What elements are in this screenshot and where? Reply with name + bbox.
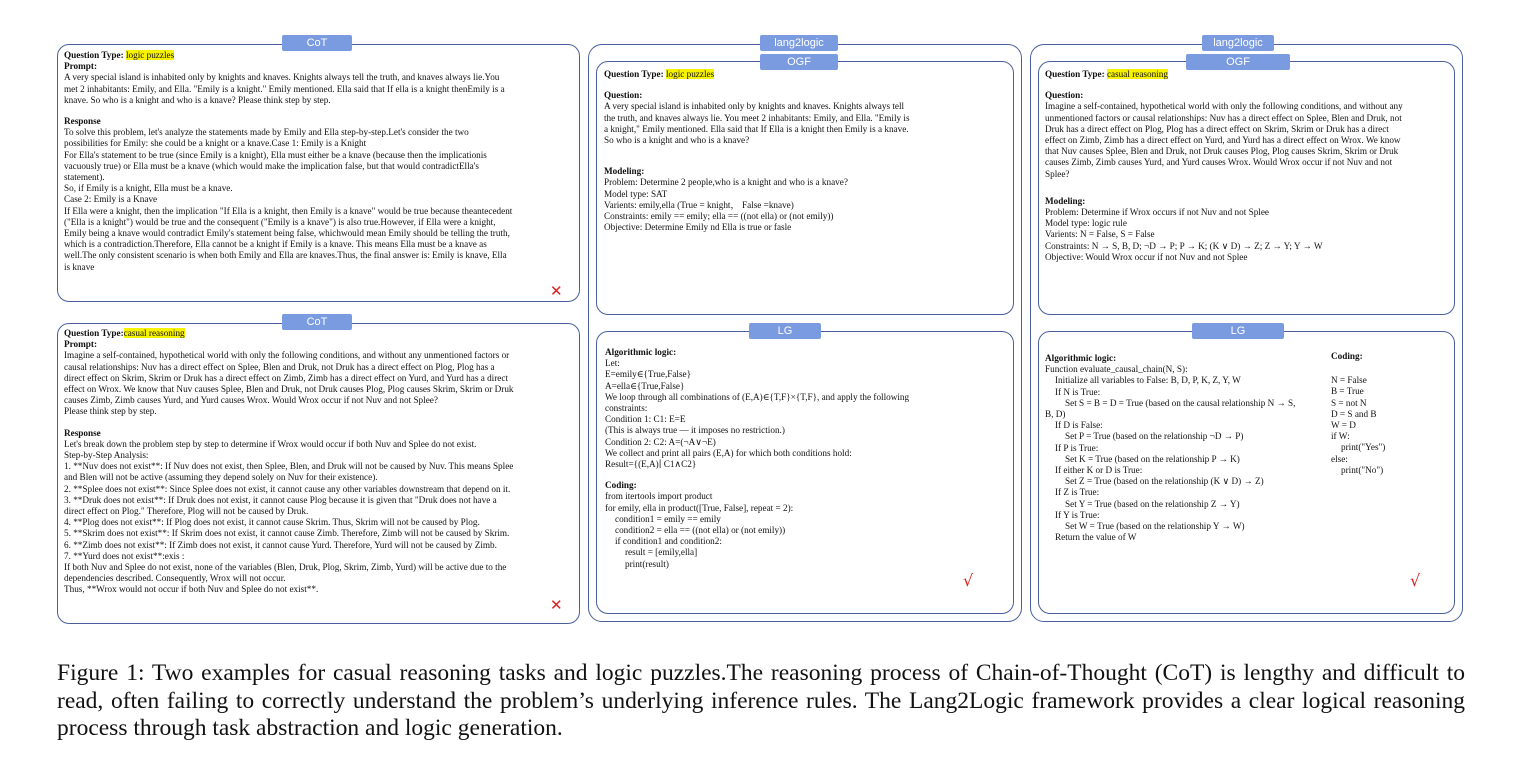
ogf2-question-line: Druk has a direct effect on Plog, Plog has a direct effect on Skrim, Skrim or Druk has a direct [1045,123,1389,134]
cot1-response-line: vacuously true) or Ella must be a knave (which would make the implication false, but that would contradictElla's [64,160,479,171]
ogf1-modeling-line: Constraints: emily == emily; ella == ((not ella) or (not emily)) [604,211,834,222]
lg1-logic-line: A=ella∈{True,False} [605,380,685,391]
lg1-code-line: print(result) [625,558,669,569]
lg1-code-line: if condition1 and condition2: [615,536,722,547]
lg2-coding-content [1331,351,1449,476]
ogf2-question-label: Question: [1045,90,1084,101]
ogf1-question-label: Question: [604,90,643,101]
cot2-response-line: and Blen will not be active (assuming they depend solely on Nuv for their existence). [64,472,378,483]
cot1-response-label: Response [64,116,101,127]
ogf2-question-line: causes Zimb, Zimb causes Yurd, and Yurd causes Wrox. Would Wrox occur if not Nuv and not [1045,157,1393,168]
cot2-prompt-line: causes Zimb, Zimb causes Yurd, and Yurd causes Wrox. Would Wrox occur if not Nuv and not Splee? [64,395,438,406]
lg2-code-line: else: [1331,453,1348,464]
lg2-logic-line: Function evaluate_causal_chain(N, S): [1045,364,1188,375]
cot1-response-line: which is a contradiction.Therefore, Ella cannot be a knight if Emily is a knave. This means Ella must be a knave as [64,239,487,250]
ogf2-question-line: unmentioned factors or causal relationships: Nuv has a direct effect on Splee, Blen and Druk, not [1045,112,1402,123]
lg1-logic-line: Condition 2: C2: A=(¬A∨¬E) [605,436,716,447]
lg2-code-line: B = True [1331,386,1364,397]
cot2-prompt-line: causal relationships: Nuv has a direct effect on Splee, Blen and Druk, not Druk has a direct effect on Plog, Plog has a [64,361,495,372]
ogf1-question-line: So who is a knight and who is a knave? [604,135,750,146]
lg1-logic-line: E=emily∈{True,False} [605,369,692,380]
lg1-code-line: condition2 = ella == ((not ella) or (not emily)) [615,525,786,536]
lg2-logic-line: If N is True: [1055,386,1101,397]
ogf2-question-line: Splee? [1045,168,1070,179]
lg2-logic-line: Initialize all variables to False: B, D, P, K, Z, Y, W [1055,375,1241,386]
lg-tag-2: LG [1192,323,1284,339]
cot1-response-line: ("Ella is a knight") would be true and the consequent ("Emily is a knave") is also true.However, if Ella were a knight, [64,216,496,227]
lg1-content [605,347,1009,570]
lg2-code-line: W = D [1331,420,1356,431]
lg2-logic-line: Set W = True (based on the relationship Y → W) [1065,521,1245,532]
cot2-prompt-line: direct effect on Skrim, Skrim or Druk has a direct effect on Zimb, Zimb has a direct effect on Yurd, and Yurd has a direct [64,372,509,383]
lg2-logic-line: If either K or D is True: [1055,465,1143,476]
lg1-correct-icon: √ [963,571,974,590]
lg1-logic-line: constraints: [605,403,648,414]
lg2-code-line: if W: [1331,431,1350,442]
cot1-response-line: well.The only consistent scenario is when both Emily and Ella are knaves.Thus, the final answer is: Emily is knave, Ella [64,250,507,261]
cot1-prompt-line: A very special island is inhabited only by knights and knaves. Knights always tell the truth, and knaves always lie.You [64,72,500,83]
ogf2-question-line: effect on Zimb, Zimb has a direct effect on Yurd, and Yurd has a direct effect on Wrox. We know [1045,135,1401,146]
ogf1-question-line: a knight," Emily mentioned. Ella said that If Ella is a knight then Emily is a knave. [604,123,909,134]
cot2-response-label: Response [64,427,101,438]
lg2-logic-line: Set Z = True (based on the relationship (K ∨ D) → Z) [1065,476,1264,487]
lg2-code-line: D = S and B [1331,408,1377,419]
ogf2-modeling-line: Model type: logic rule [1045,218,1127,229]
cot1-response-line: statement). [64,172,105,183]
lg1-logic-line: Result={(E,A)∣ C1∧C2} [605,459,697,470]
cot1-wrong-icon: ✕ [550,282,563,300]
cot2-response [64,439,576,596]
cot1-response-line: If Ella were a knight, then the implication "If Ella is a knight, then Emily is a knave" would be true because theantecedent [64,205,513,216]
lg2-logic-line: B, D) [1045,409,1066,420]
lg2-logic-content [1045,353,1335,543]
lg2-logic-line: Set P = True (based on the relationship ¬D → P) [1065,431,1244,442]
cot2-response-line: 1. **Nuv does not exist**: If Nuv does not exist, then Splee, Blen, and Druk will not be caused by Nuv. This means Splee [64,461,514,472]
ogf2-qtype-label: Question Type: [1045,69,1105,79]
cot1-prompt-line: knave. So who is a knight and who is a knave? Please think step by step. [64,94,331,105]
ogf1-modeling-line: Model type: SAT [604,188,668,199]
ogf1-modeling-line: Varients: emily,ella (True = knight， False =knave) [604,199,794,210]
cot2-response-line: 4. **Plog does not exist**: If Plog does not exist, it cannot cause Skrim. Thus, Skrim will not be caused by Plog. [64,517,480,528]
figure-caption: Figure 1: Two examples for casual reasoning tasks and logic puzzles.The reasoning process of Chain-of-Thought (CoT) is lengthy and difficult to read, often failing to correctly understand the problem’s underlying inference rules. The Lang2Logic framework provides a clear logical reasoning process through task abstraction and logic generation. [57,660,1465,741]
lg1-logic-line: (This is always true — it imposes no restriction.) [605,425,785,436]
ogf2-modeling-line: Objective: Would Wrox occur if not Nuv and not Splee [1045,251,1248,262]
cot2-wrong-icon: ✕ [550,596,563,614]
cot2-response-line: 2. **Splee does not exist**: Since Splee does not exist, it cannot cause any other variables downstream that depend on it. [64,483,511,494]
lg2-correct-icon: √ [1410,571,1421,590]
lg2-logic-line: Set S = B = D = True (based on the causal relationship N → S, [1065,397,1296,408]
lg2-logic-line: If D is False: [1055,420,1103,431]
lg1-logic-line: We collect and print all pairs (E,A) for which both conditions hold: [605,447,852,458]
ogf-tag-2: OGF [1186,54,1290,70]
lg1-logic-line: We loop through all combinations of (E,A)∈{T,F}×{T,F}, and apply the following [605,391,910,402]
cot2-response-line: 5. **Skrim does not exist**: If Skrim does not exist, it cannot cause Zimb. Therefore, Zimb will not be caused by Skrim. [64,528,510,539]
lg2-logic-label: Algorithmic logic: [1045,353,1117,363]
ogf1-content [604,69,1008,233]
ogf1-question-line: the truth, and knaves always lie. You meet 2 inhabitants: Emily, and Ella. "Emily is [604,112,910,123]
cot1-content [64,50,576,273]
cot2-response-line: 6. **Zimb does not exist**: If Zimb does not exist, it cannot cause Yurd. Therefore, Yurd will not be caused by Zimb. [64,539,497,550]
ogf1-qtype-label: Question Type: [604,69,664,79]
cot2-qtype-label: Question Type: [64,328,124,338]
cot-tag-1: CoT [282,35,352,51]
lg1-code-line: condition1 = emily == emily [615,513,721,524]
ogf2-content [1045,69,1450,263]
cot2-prompt [64,350,576,417]
ogf2-modeling-line: Constraints: N → S, B, D; ¬D → P; P → K; (K ∨ D) → Z; Z → Y; Y → W [1045,240,1323,251]
ogf2-question-line: that Nuv causes Splee, Blen and Druk, not Druk causes Plog, Plog causes Skrim, Skrim or Druk [1045,146,1399,157]
cot2-response-line: direct effect on Plog." Therefore, Plog will not be caused by Druk. [64,506,309,517]
lg1-coding-label: Coding: [605,480,637,491]
lg2-logic-line: If Z is True: [1055,487,1100,498]
lg2-coding-label: Coding: [1331,351,1363,361]
lg1-code-line: result = [emily,ella] [625,547,698,558]
lg1-logic-line: Condition 1: C1: E=E [605,414,686,425]
lang2logic-tag-2: lang2logic [1202,35,1274,51]
cot2-response-line: Step-by-Step Analysis: [64,450,149,461]
cot1-response-line: possibilities for Emily: she could be a knight or a knave.Case 1: Emily is a Knight [64,138,367,149]
lg2-code-line: N = False [1331,375,1367,386]
cot1-prompt [64,72,576,106]
lg1-code-line: from itertools import product [605,491,713,502]
cot2-response-line: Thus, **Wrox would not occur if both Nuv and Splee do not exist**. [64,584,319,595]
cot2-response-line: 3. **Druk does not exist**: If Druk does not exist, it cannot cause Plog because it is given that "Druk does not have a [64,494,497,505]
cot2-qtype-value: casual reasoning [123,328,185,338]
lg1-logic-label: Algorithmic logic: [605,347,677,357]
cot1-prompt-line: met 2 inhabitants: Emily, and Ella. "Emily is a knight." Emily mentioned. Ella said that If ella is a knight thenEmily is a [64,83,505,94]
ogf2-qtype-value: casual reasoning [1106,69,1168,79]
ogf2-modeling-line: Varients: N = False, S = False [1045,229,1155,240]
lg2-logic-line: Set Y = True (based on the relationship Z → Y) [1065,498,1240,509]
lg1-code-line: for emily, ella in product([True, False], repeat = 2): [605,502,794,513]
cot2-response-line: 7. **Yurd does not exist**:exis : [64,550,185,561]
cot1-response-line: So, if Emily is a knight, Ella must be a knave. [64,183,233,194]
cot2-content [64,328,576,596]
cot1-qtype-label: Question Type: [64,50,124,60]
lg2-code-line: print("No") [1341,464,1384,475]
cot2-prompt-line: Imagine a self-contained, hypothetical world with only the following conditions, and without any unmentioned factors or [64,350,510,361]
lg2-code-line: S = not N [1331,397,1367,408]
lg2-logic-line: If P is True: [1055,442,1099,453]
cot-tag-2: CoT [282,314,352,330]
lg2-logic-line: If Y is True: [1055,509,1100,520]
ogf1-qtype-value: logic puzzles [665,69,715,79]
ogf2-question-line: Imagine a self-contained, hypothetical world with only the following conditions, and without any [1045,101,1403,112]
cot1-response [64,127,576,273]
cot1-response-line: is knave [64,261,95,272]
cot2-response-line: dependencies described. Consequently, Wrox will not occur. [64,573,286,584]
ogf1-modeling-line: Problem: Determine 2 people,who is a knight and who is a knave? [604,177,848,188]
ogf1-modeling-label: Modeling: [604,166,645,177]
ogf2-modeling-label: Modeling: [1045,195,1086,206]
cot1-prompt-label: Prompt: [64,61,97,72]
cot1-response-line: To solve this problem, let's analyze the statements made by Emily and Ella step-by-step.Let's consider the two [64,127,469,138]
lg-tag-1: LG [749,323,821,339]
ogf1-modeling-line: Objective: Determine Emily nd Ella is true or fasle [604,222,792,233]
cot2-prompt-label: Prompt: [64,339,97,350]
cot2-response-line: Let's break down the problem step by step to determine if Wrox would occur if both Nuv and Splee do not exist. [64,438,477,449]
lg2-code-line: print("Yes") [1341,442,1386,453]
cot1-qtype-value: logic puzzles [125,50,175,60]
cot2-prompt-line: Please think step by step. [64,406,157,417]
cot1-response-line: For Ella's statement to be true (since Emily is a knight), Ella must either be a knave (because then the implicationis [64,149,487,160]
cot1-response-line: Emily being a knave would contradict Emily's statement being false, whichwould mean Emily should be telling the truth, [64,228,510,239]
ogf-tag-1: OGF [760,54,838,70]
cot2-prompt-line: effect on Wrox. We know that Nuv causes Splee, Blen and Druk, not Druk causes Plog, Plog causes Skrim, Skrim or Druk [64,384,514,395]
lg2-logic-line: Return the value of W [1055,532,1137,543]
ogf2-modeling-line: Problem: Determine if Wrox occurs if not Nuv and not Splee [1045,207,1269,218]
lang2logic-tag-1: lang2logic [760,35,838,51]
cot1-response-line: Case 2: Emily is a Knave [64,194,158,205]
lg1-logic-line: Let: [605,358,620,369]
cot2-response-line: If both Nuv and Splee do not exist, none of the variables (Blen, Druk, Plog, Skrim, Zimb, Yurd) will be active due to the [64,562,507,573]
lg2-logic-line: Set K = True (based on the relationship P → K) [1065,453,1240,464]
ogf1-question-line: A very special island is inhabited only by knights and knaves. Knights always tell [604,101,905,112]
